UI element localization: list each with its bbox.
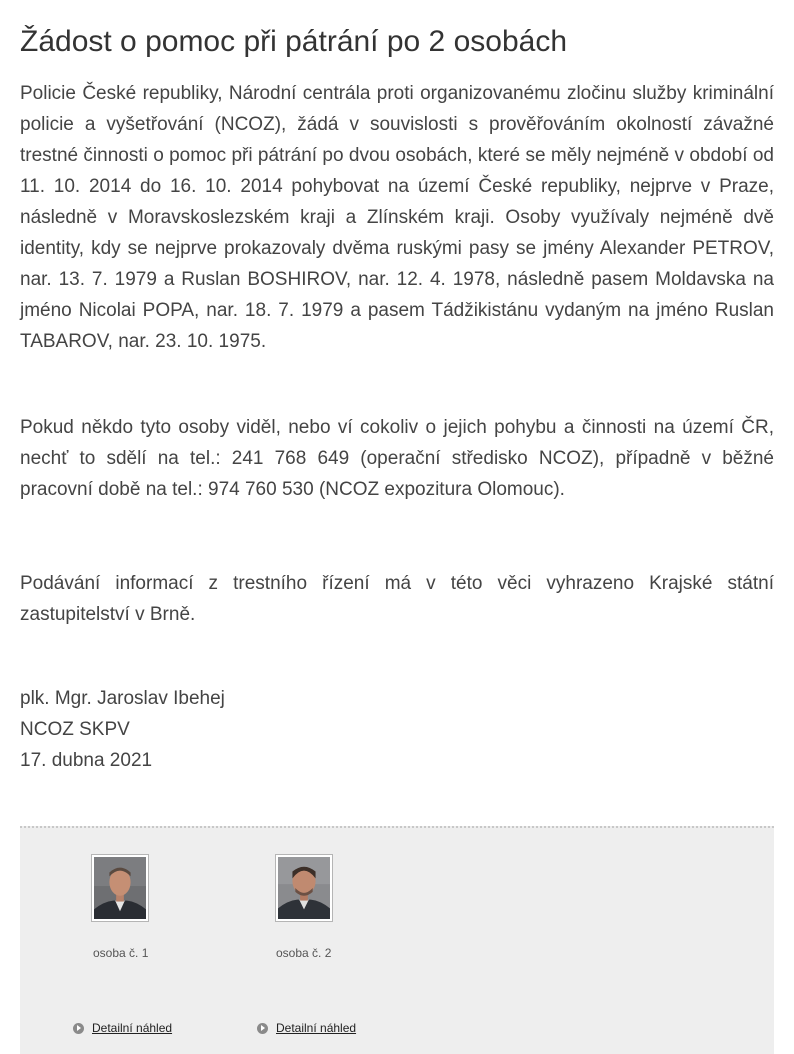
detail-view-link[interactable]: [73, 1021, 172, 1035]
person-portrait-icon: [278, 857, 330, 919]
signature-date: 17. dubna 2021: [20, 750, 153, 771]
play-bullet-icon: [73, 1023, 84, 1034]
person-photo-thumbnail[interactable]: [91, 854, 149, 922]
person-photo-thumbnail[interactable]: [275, 854, 333, 922]
detail-view-link[interactable]: [257, 1021, 356, 1035]
signature-unit: NCOZ SKPV: [20, 719, 130, 740]
photo-gallery: [20, 826, 774, 1054]
play-bullet-icon: [257, 1023, 268, 1034]
detail-view-link-label: Detailní náhled: [92, 1021, 173, 1035]
person-caption: osoba č. 1: [93, 946, 149, 960]
paragraph-request: Policie České republiky, Národní centrála proti organizovanému zločinu služby kriminální policie a vyšetřování (NCOZ), žádá v souvislosti s prověřováním okolností závažné trestné činnosti o pomoc při pátrání po dvou osobách, které se měly nejméně v období od 11. 10. 2014 do 16. 10. 2014 pohybovat na území České republiky, nejprve v Praze, následně v Moravskoslezském kraji a Zlínském kraji. Osoby využívaly nejméně dvě identity, kdy se nejprve prokazovaly dvěma ruskými pasy se jmény Alexander PETROV, nar. 13. 7. 1979 a Ruslan BOSHIROV, nar. 12. 4. 1978, následně pasem Moldavska na jméno Nicolai POPA, nar. 18. 7. 1979 a pasem Tádžikistánu vydaným na jméno Ruslan TABAROV, nar. 23. 10. 1975.: [20, 83, 774, 352]
detail-view-link-label: Detailní náhled: [276, 1021, 357, 1035]
person-portrait-icon: [94, 857, 146, 919]
signature-name: plk. Mgr. Jaroslav Ibehej: [20, 688, 225, 709]
signature-block: [20, 683, 225, 776]
paragraph-prosecution: Podávání informací z trestního řízení má v této věci vyhrazeno Krajské státní zastupitelství v Brně.: [20, 573, 774, 625]
page-title: Žádost o pomoc při pátrání po 2 osobách: [20, 25, 568, 58]
person-caption: osoba č. 2: [276, 946, 332, 960]
paragraph-contact: Pokud někdo tyto osoby viděl, nebo ví cokoliv o jejich pohybu a činnosti na území ČR, nechť to sdělí na tel.: 241 768 649 (operační středisko NCOZ), případně v běžné pracovní době na tel.: 974 760 530 (NCOZ expozitura Olomouc).: [20, 417, 774, 500]
